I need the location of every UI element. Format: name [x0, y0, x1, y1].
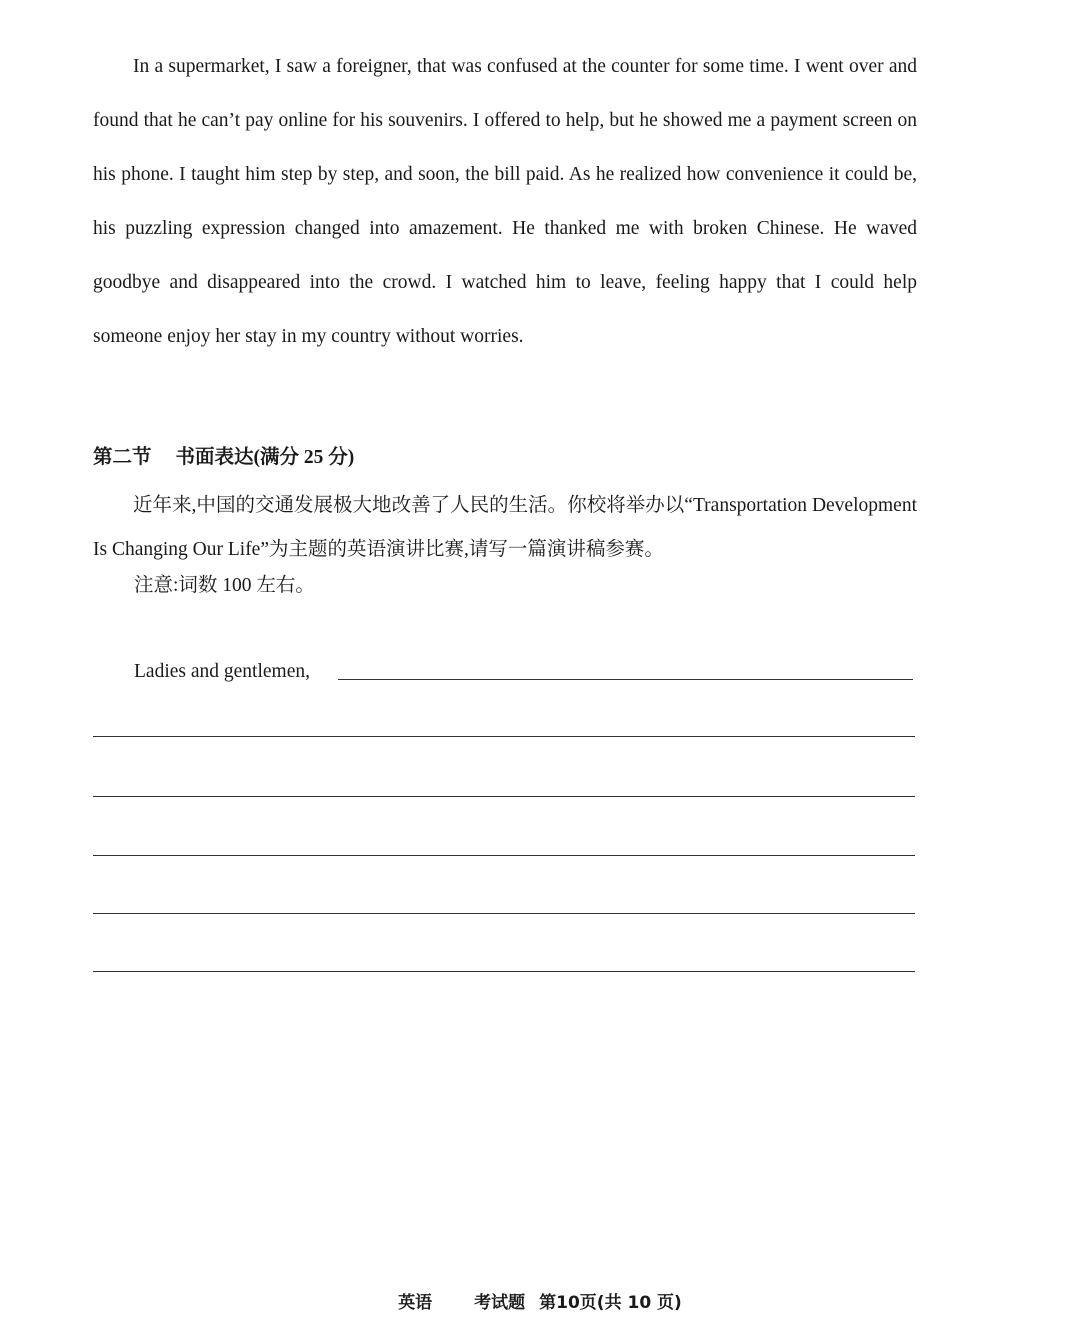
answer-line[interactable] [93, 796, 915, 797]
footer-page-number: 第10页(共 10 页) [539, 1293, 682, 1313]
section-heading [93, 443, 354, 473]
answer-line[interactable] [338, 679, 913, 680]
answer-line[interactable] [93, 736, 915, 737]
proofreading-passage: In a supermarket, I saw a foreigner, that was confused at the counter for some time. I went over and found that he can’t pay online for his souvenirs. I offered to help, but he showed me a payment screen on his phone. I taught him step by step, and soon, the bill paid. As he realized how convenience it could be, his puzzling expression changed into amazement. He thanked me with broken Chinese. He waved goodbye and disappeared into the crowd. I watched him to leave, feeling happy that I could help someone enjoy her stay in my country without worries. [93, 56, 917, 347]
page-footer [0, 1290, 1080, 1316]
writing-prompt: 近年来,中国的交通发展极大地改善了人民的生活。你校将举办以“Transportation Development Is Changing Our Life”为主题的英语演讲比赛,请写一篇演讲稿参赛。 [93, 495, 917, 560]
answer-line[interactable] [93, 971, 915, 972]
section-title: 书面表达(满分 25 分) [175, 447, 355, 468]
footer-exam-type: 考试题 [474, 1293, 526, 1313]
speech-salutation: Ladies and gentlemen, [134, 661, 310, 682]
answer-line[interactable] [93, 913, 915, 914]
section-number: 第二节 [93, 447, 152, 468]
footer-subject: 英语 [398, 1293, 433, 1313]
answer-line[interactable] [93, 855, 915, 856]
word-count-note: 注意:词数 100 左右。 [134, 575, 315, 596]
